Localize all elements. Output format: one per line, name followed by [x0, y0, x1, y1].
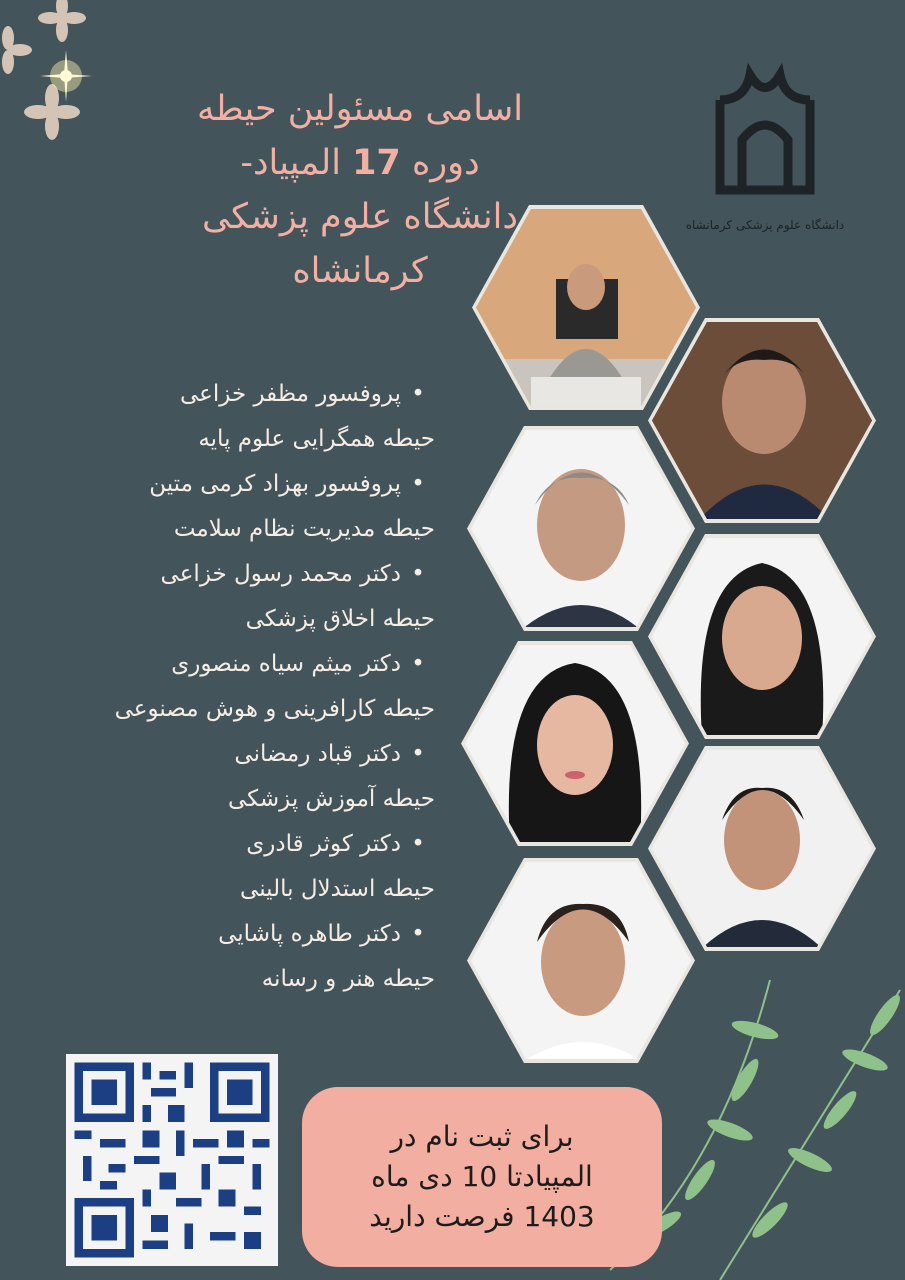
portrait-photo: [465, 645, 685, 842]
title-line-2-prefix: دوره: [411, 143, 480, 183]
officials-list: [10, 372, 435, 1002]
person-name: • دکتر محمد رسول خزاعی: [10, 552, 435, 597]
portrait-hexagon: [648, 318, 876, 523]
field-name: حیطه استدلال بالینی: [240, 876, 435, 902]
portrait-hexagon: [461, 641, 689, 846]
person-name: • دکتر کوثر قادری: [10, 822, 435, 867]
title-line-1: اسامی مسئولین حیطه: [196, 89, 524, 129]
field-name: حیطه هنر و رسانه: [261, 966, 435, 992]
list-item: [10, 462, 435, 552]
flower-decoration: [0, 0, 110, 150]
registration-notice: [302, 1087, 662, 1267]
list-item: [10, 822, 435, 912]
qr-code[interactable]: [66, 1054, 278, 1266]
person-name: • پروفسور بهزاد کرمی متین: [10, 462, 435, 507]
field-name: حیطه آموزش پزشکی: [228, 786, 435, 812]
olympiad-number: 17: [352, 143, 401, 183]
field-name: حیطه مدیریت نظام سلامت: [173, 516, 435, 542]
portrait-photo: [652, 322, 872, 519]
qr-code-icon: [66, 1054, 278, 1266]
list-item: [10, 552, 435, 642]
portrait-hexagon: [648, 746, 876, 951]
person-name: • دکتر میثم سیاه منصوری: [10, 642, 435, 687]
logo-caption: دانشگاه علوم پزشکی کرمانشاه: [685, 218, 845, 232]
registration-line-3: 1403 فرصت دارید: [369, 1200, 595, 1233]
portrait-photo: [652, 750, 872, 947]
portrait-photo: [652, 538, 872, 735]
person-name: • دکتر طاهره پاشایی: [10, 912, 435, 957]
portrait-hexagon: [467, 426, 695, 631]
list-item: [10, 732, 435, 822]
person-name: • دکتر قباد رمضانی: [10, 732, 435, 777]
title-line-2: [150, 136, 570, 190]
portrait-photo: [471, 430, 691, 627]
list-item: [10, 912, 435, 1002]
field-name: حیطه همگرایی علوم پایه: [198, 426, 435, 452]
registration-line-1: برای ثبت نام در: [390, 1120, 574, 1153]
title-line-3: دانشگاه علوم پزشکی: [202, 197, 518, 237]
title-line-2-suffix: المپیاد-: [240, 143, 341, 183]
field-name: حیطه کارافرینی و هوش مصنوعی: [114, 696, 435, 722]
portrait-hexagon: [648, 534, 876, 739]
registration-line-2: المپیادتا 10 دی ماه: [371, 1160, 593, 1193]
field-name: حیطه اخلاق پزشکی: [245, 606, 435, 632]
person-name: • پروفسور مظفر خزاعی: [10, 372, 435, 417]
list-item: [10, 372, 435, 462]
title-line-4: کرمانشاه: [292, 251, 428, 291]
list-item: [10, 642, 435, 732]
